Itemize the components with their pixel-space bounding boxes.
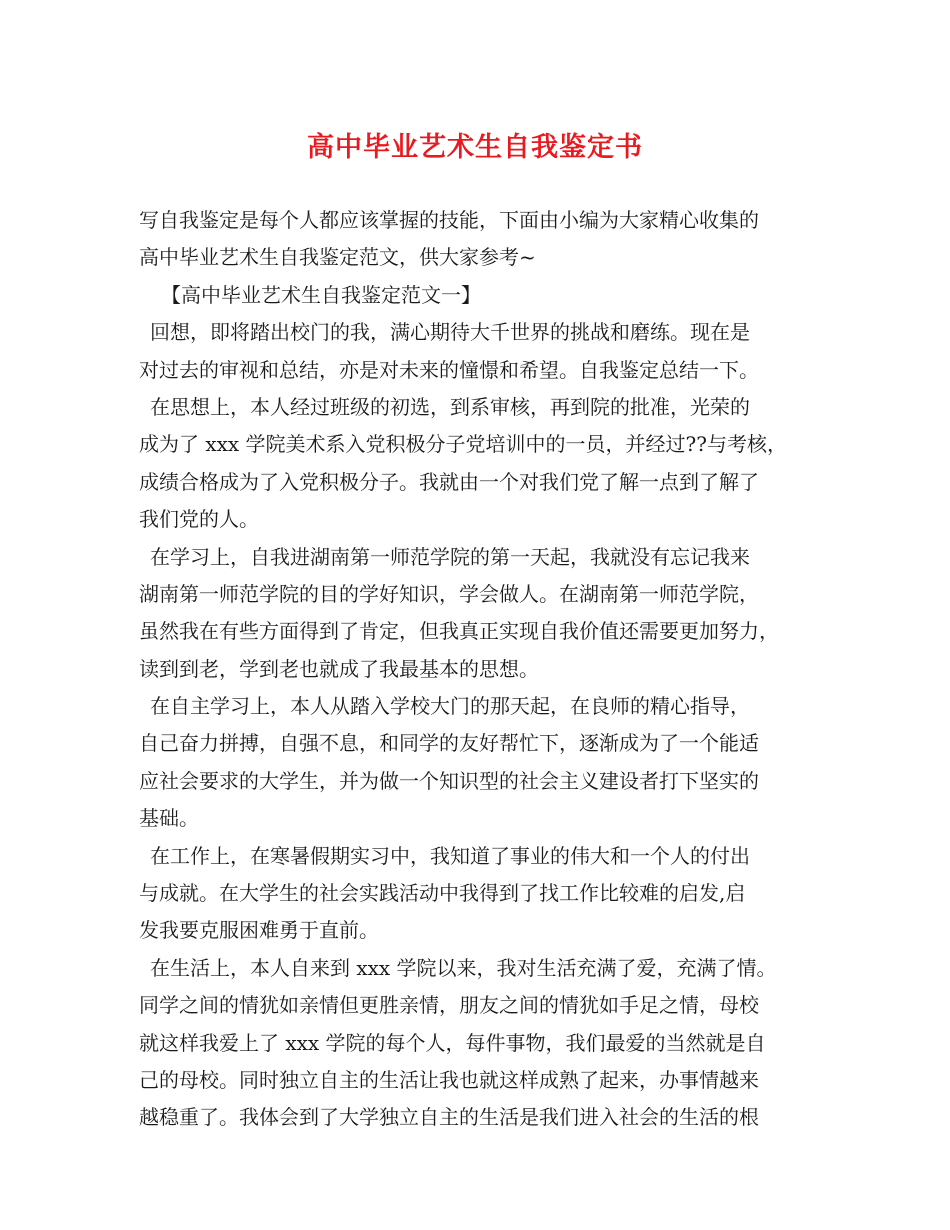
paragraph-line: 虽然我在有些方面得到了肯定，但我真正实现自我价值还需要更加努力， <box>139 619 779 644</box>
paragraph-line: 成为了 xxx 学院美术系入党积极分子党培训中的一员，并经过??与考核， <box>139 432 787 457</box>
paragraph-line: 成绩合格成为了入党积极分子。我就由一个对我们党了解一点到了解了 <box>139 469 759 494</box>
paragraph-line: 在生活上，本人自来到 xxx 学院以来，我对生活充满了爱，充满了情。 <box>150 955 777 980</box>
paragraph-line: 在工作上，在寒暑假期实习中，我知道了事业的伟大和一个人的付出 <box>150 843 750 868</box>
paragraph-line: 在自主学习上，本人从踏入学校大门的那天起，在良师的精心指导， <box>150 694 750 719</box>
paragraph-line: 与成就。在大学生的社会实践活动中我得到了找工作比较难的启发,启 <box>139 881 746 906</box>
paragraph-line: 高中毕业艺术生自我鉴定范文，供大家参考~ <box>139 245 536 270</box>
paragraph-line: 我们党的人。 <box>139 507 259 532</box>
paragraph-line: 湖南第一师范学院的目的学好知识，学会做人。在湖南第一师范学院， <box>139 581 759 606</box>
paragraph-line: 就这样我爱上了 xxx 学院的每个人，每件事物，我们最爱的当然就是自 <box>139 1030 766 1055</box>
paragraph-line: 己的母校。同时独立自主的生活让我也就这样成熟了起来，办事情越来 <box>139 1067 759 1092</box>
paragraph-line: 同学之间的情犹如亲情但更胜亲情，朋友之间的情犹如手足之情，母校 <box>139 993 759 1018</box>
paragraph-line: 基础。 <box>139 806 199 831</box>
section-heading: 【高中毕业艺术生自我鉴定范文一】 <box>161 282 481 307</box>
paragraph-line: 应社会要求的大学生，并为做一个知识型的社会主义建设者打下坚实的 <box>139 768 759 793</box>
paragraph-line: 自己奋力拼搏，自强不息，和同学的友好帮忙下，逐渐成为了一个能适 <box>139 731 759 756</box>
paragraph-line: 写自我鉴定是每个人都应该掌握的技能，下面由小编为大家精心收集的 <box>139 208 759 232</box>
document-body <box>139 202 829 1137</box>
paragraph-line: 对过去的审视和总结，亦是对未来的憧憬和希望。自我鉴定总结一下。 <box>139 357 759 382</box>
paragraph-line: 越稳重了。我体会到了大学独立自主的生活是我们进入社会的生活的根 <box>139 1105 759 1130</box>
paragraph-line: 在思想上，本人经过班级的初选，到系审核，再到院的批准，光荣的 <box>150 394 750 419</box>
paragraph-line: 在学习上，自我进湖南第一师范学院的第一天起，我就没有忘记我来 <box>150 544 750 569</box>
paragraph-line: 回想，即将踏出校门的我，满心期待大千世界的挑战和磨练。现在是 <box>150 320 750 345</box>
document-title: 高中毕业艺术生自我鉴定书 <box>307 132 643 163</box>
paragraph-line: 发我要克服困难勇于直前。 <box>139 918 379 943</box>
paragraph-line: 读到到老，学到老也就成了我最基本的思想。 <box>139 656 539 681</box>
